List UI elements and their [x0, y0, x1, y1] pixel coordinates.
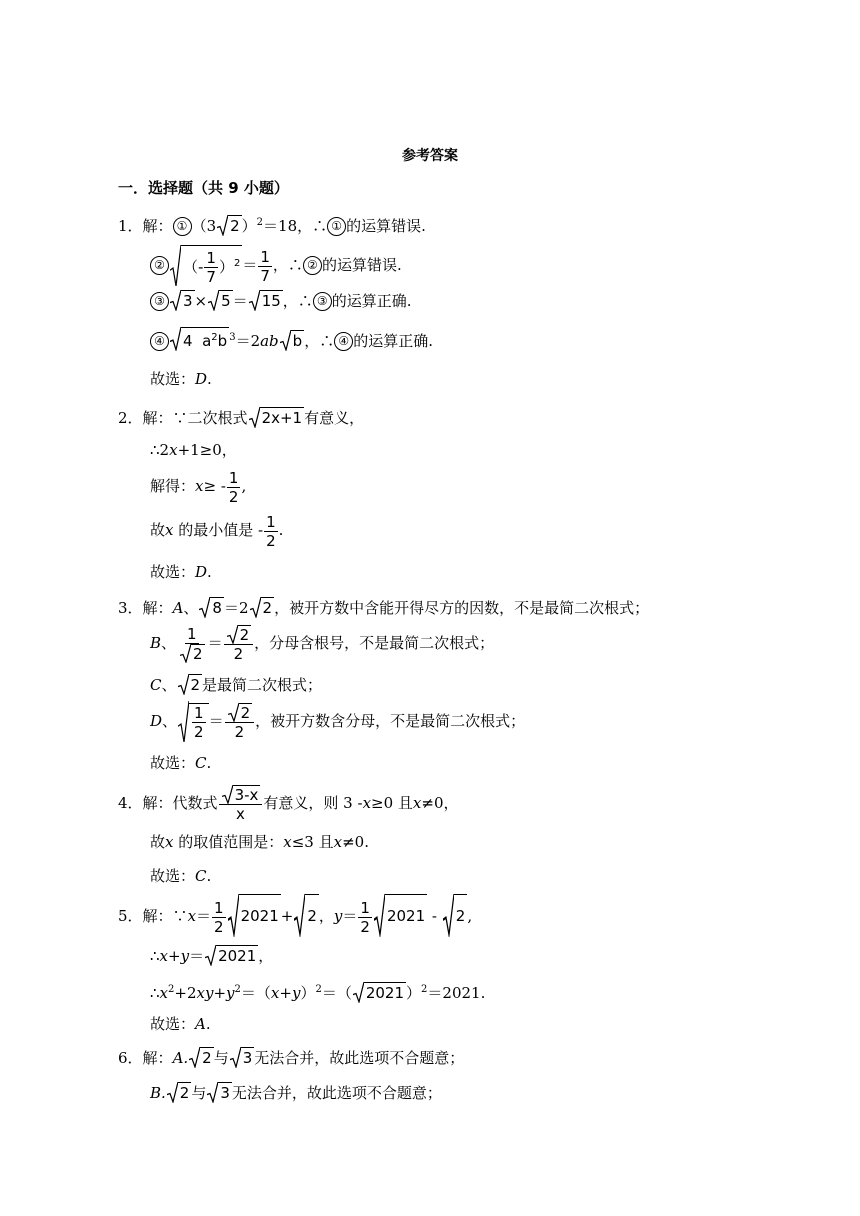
q3-line1: 3．解：A、 8 ＝2 2 ，被开方数中含能开得尽方的因数，不是最简二次根式； — [118, 599, 650, 617]
q1-line1: 1．解： ① （3 2 ）$^2$＝18，∴ ① 的运算错误. — [118, 217, 426, 235]
circled-1b: ① — [327, 217, 346, 236]
q5-line1: 5．解：∵x＝ $\frac{1}{2}$ 2021 + 2 ，y＝ $\frac{1}{2}$ 2021 - 2 , — [118, 894, 472, 937]
q3-line3: C、 2 是最简二次根式； — [150, 676, 323, 694]
q3-line2: B、 $\frac{1}{2}$ ＝ $\frac{2}{2}$ ，分母含根号，不是最简二次根式； — [150, 625, 495, 663]
q6-line1: 6．解：A. 2 与 3 无法合并，故此选项不合题意； — [118, 1049, 465, 1067]
q1-answer: 故选：D. — [150, 370, 212, 388]
section-heading: 一．选择题（共 9 小题） — [118, 179, 289, 197]
q3-line4: D、 $\frac{1}{2}$ ＝ $\frac{2}{2}$ ，被开方数含分母，不是最简二次根式； — [150, 700, 525, 743]
circled-1: ① — [173, 217, 192, 236]
q5-answer: 故选：A. — [150, 1015, 211, 1033]
radical: （- $\frac{1}{7}$ ）$^2$ — [170, 245, 242, 287]
q1-line3: ③ 3 × 5 ＝ 15 ，∴ ③ 的运算正确. — [150, 290, 412, 311]
circled-3b: ③ — [313, 292, 332, 311]
q5-line3: $\therefore x^2+2xy+y^2=(x+y)^2=$（ 2021 ）$^2$＝2021. — [150, 984, 486, 1002]
circled-3: ③ — [150, 292, 169, 311]
radical: 2 — [217, 215, 242, 236]
q2-line3: 解得：x≥ - $\frac{1}{2}$ , — [150, 468, 247, 506]
q4-line2: 故x 的取值范围是：x≤3 且x≠0. — [150, 833, 369, 851]
circled-4: ④ — [150, 332, 169, 351]
q1-line4: ④ 4 $a^2b$ $^3$＝2ab b ，∴ ④ 的运算正确. — [150, 327, 433, 351]
q2-line4: 故x 的最小值是 - $\frac{1}{2}$ . — [150, 512, 284, 550]
q6-line2: B. 2 与 3 无法合并，故此选项不合题意； — [150, 1084, 442, 1102]
q4-answer: 故选：C. — [150, 867, 212, 885]
q2-answer: 故选：D. — [150, 563, 212, 581]
q1-line2: ② （- $\frac{1}{7}$ ）$^2$ ＝ $\frac{1}{7}$ ，∴ ② 的运算错误. — [150, 245, 402, 287]
q4-line1: 4．解：代数式 $\frac{3-x}{x}$ 有意义，则 3 -x≥0 且x≠0， — [118, 786, 459, 823]
q5-line2: ∴x+y＝ 2021 ， — [150, 947, 274, 965]
circled-2b: ② — [303, 256, 322, 275]
q3-answer: 故选：C. — [150, 754, 212, 772]
circled-2: ② — [150, 256, 169, 275]
circled-4b: ④ — [334, 332, 353, 351]
page-title: 参考答案 — [402, 148, 458, 164]
q2-line1: 2．解：∵二次根式 2x+1 有意义， — [118, 409, 365, 427]
q2-line2: ∴2x+1≥0， — [150, 441, 237, 459]
